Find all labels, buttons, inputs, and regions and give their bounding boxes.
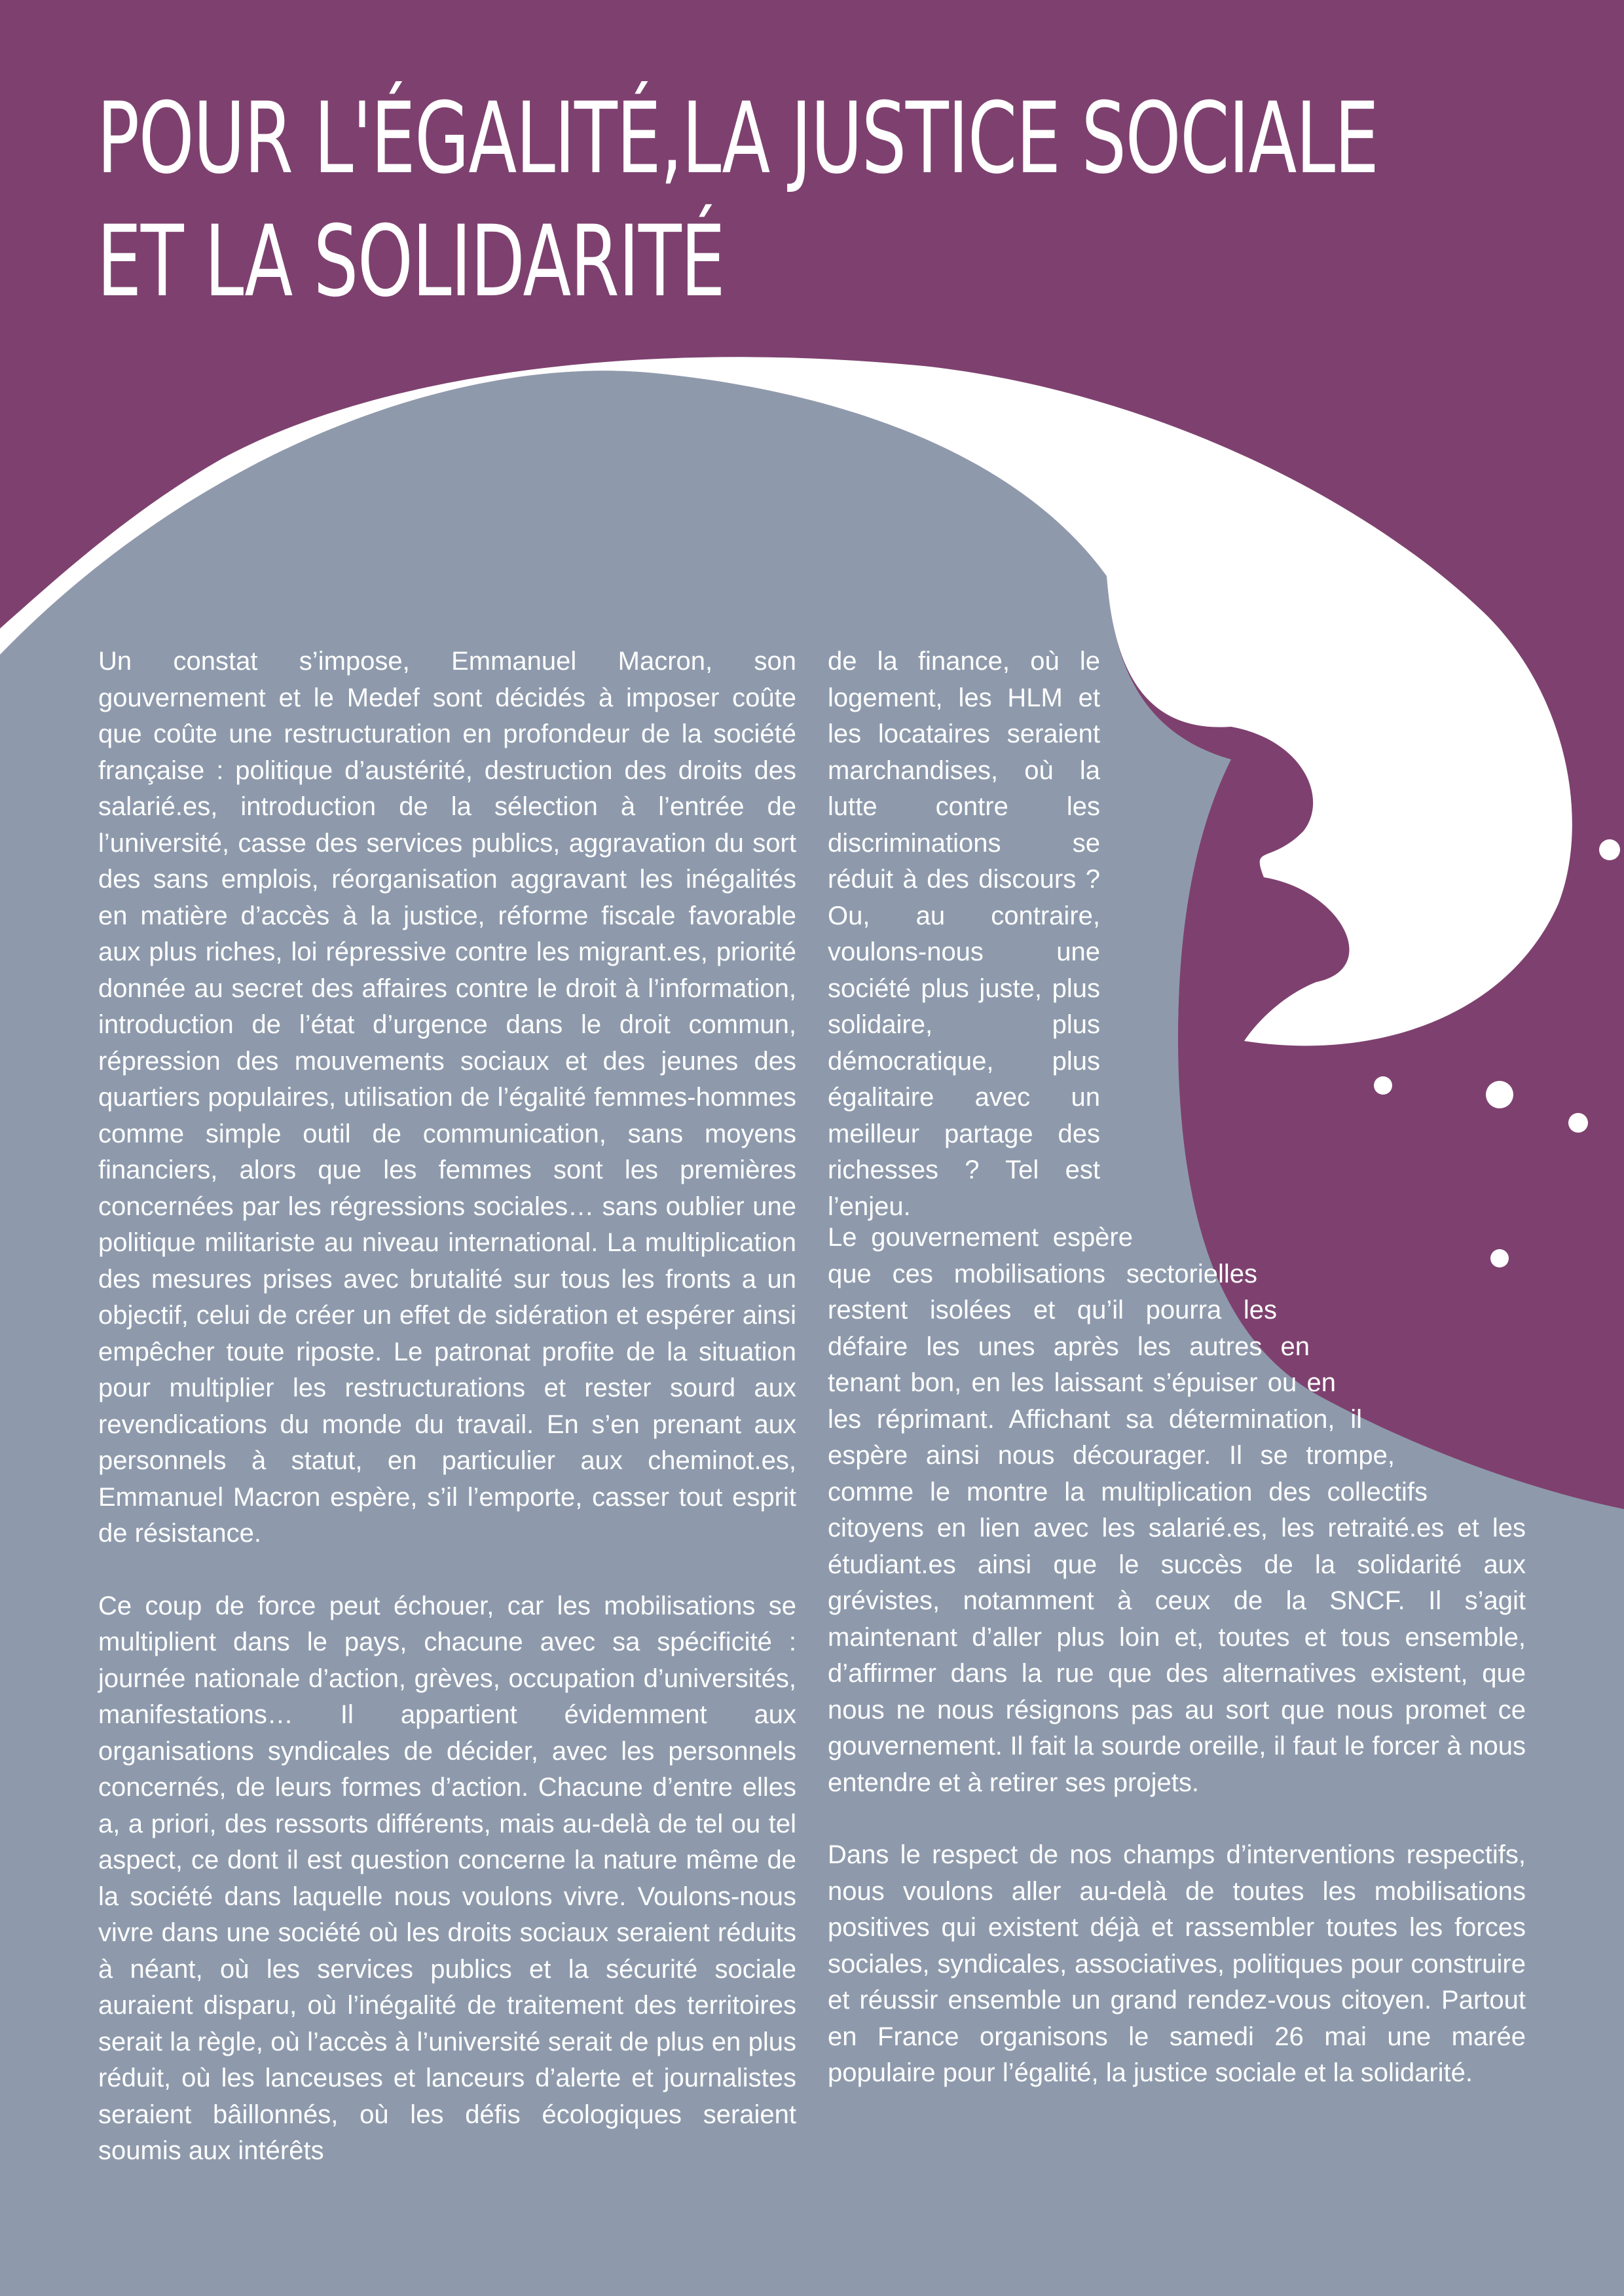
title-line-1: POUR L'ÉGALITÉ,LA JUSTICE SOCIALE bbox=[97, 82, 1378, 196]
foam-bubble bbox=[1568, 1113, 1588, 1133]
foam-bubble bbox=[1599, 839, 1620, 860]
paragraph: de la finance, où le logement, les HLM et les locataires seraient marchandises, où la lutte contre les discriminations se réduit à des discours ? Ou, au contraire, voulons-nous une société plus juste, plus solidaire, plus démocratique, plus égalitaire avec un meilleur partage des richesses ? Tel est l’enjeu. bbox=[828, 647, 1100, 1221]
page-title bbox=[97, 77, 1378, 323]
foam-bubble bbox=[1486, 1081, 1513, 1108]
paragraph: Un constat s’impose, Emmanuel Macron, son gouvernement et le Medef sont décidés à imposer coûte que coûte une restructuration en profondeur de la société française : politique d’austérité, destruction des droits des salarié.es, introduction de la sélection à l’entrée de l’université, casse des services publics, aggravation du sort des sans emplois, réorganisation aggravant les inégalités en matière d’accès à la justice, réforme fiscale favorable aux plus riches, loi répressive contre les migrant.es, priorité donnée au secret des affaires contre le droit à l’information, introduction de l’état d’urgence dans le droit commun, répression des mouvements sociaux et des jeunes des quartiers populaires, utilisation de l’égalité femmes-hommes comme simple outil de communication, sans moyens financiers, alors que les femmes sont les premières concernées par les régressions sociales… sans oublier une politique militariste au niveau international. La multiplication des mesures prises avec brutalité sur tous les fronts a un objectif, celui de créer un effet de sidération et espérer ainsi empêcher toute riposte. Le patronat profite de la situation pour multiplier les restructurations et rester sourd aux revendications du monde du travail. En s’en prenant aux personnels à statut, en particulier aux cheminot.es, Emmanuel Macron espère, s’il l’emporte, casser tout esprit de résistance. bbox=[98, 647, 796, 1548]
paragraph: Ce coup de force peut échouer, car les mobilisations se multiplient dans le pays, chacune avec sa spécificité : journée nationale d’action, grèves, occupation d’universités, manifestations… Il appartient évidemment aux organisations syndicales de décider, avec les personnels concernés, de leurs formes d’action. Chacune d’entre elles a, a priori, des ressorts différents, mais au-delà de tel ou tel aspect, ce dont il est question concerne la nature même de la société dans laquelle nous voulons vivre. Voulons-nous vivre dans une société où les droits sociaux seraient réduits à néant, où les services publics et la sécurité sociale auraient disparu, où l’inégalité de traitement des territoires serait la règle, où l’accès à l’université serait de plus en plus réduit, où les lanceuses et lanceurs d’alerte et journalistes seraient bâillonnés, où les défis écologiques seraient soumis aux intérêts bbox=[98, 1591, 796, 2165]
text-column-left bbox=[98, 644, 796, 2206]
title-line-2: ET LA SOLIDARITÉ bbox=[97, 205, 725, 319]
paragraph: Le gouvernement espère que ces mobilisations sectorielles restent isolées et qu’il pourra les défaire les unes après les autres en tenant bon, en les laissant s’épuiser ou en les réprimant. Affichant sa détermination, il espère ainsi nous décourager. Il se trompe, comme le montre la multiplication des collectifs citoyens en lien avec les salarié.es, les retraité.es et les étudiant.es ainsi que le succès de la solidarité aux grévistes, notamment à ceux de la SNCF. Il s’agit maintenant d’aller plus loin et, toutes et tous ensemble, d’affirmer dans la rue que des alternatives existent, que nous ne nous résignons pas au sort que nous promet ce gouvernement. Il fait la sourde oreille, il faut le forcer à nous entendre et à retirer ses projets. bbox=[828, 1223, 1526, 1797]
foam-bubble bbox=[1374, 1076, 1392, 1095]
paragraph: Dans le respect de nos champs d’interventions respectifs, nous voulons aller au-delà de toutes les mobilisations positives qui existent déjà et rassembler toutes les forces sociales, syndicales, associatives, politiques pour construire et réussir ensemble un grand rendez-vous citoyen. Partout en France organisons le samedi 26 mai une marée populaire pour l’égalité, la justice sociale et la solidarité. bbox=[828, 1840, 1526, 2087]
text-column-right-top bbox=[828, 644, 1100, 1261]
text-column-right-bottom bbox=[828, 1220, 1526, 2128]
